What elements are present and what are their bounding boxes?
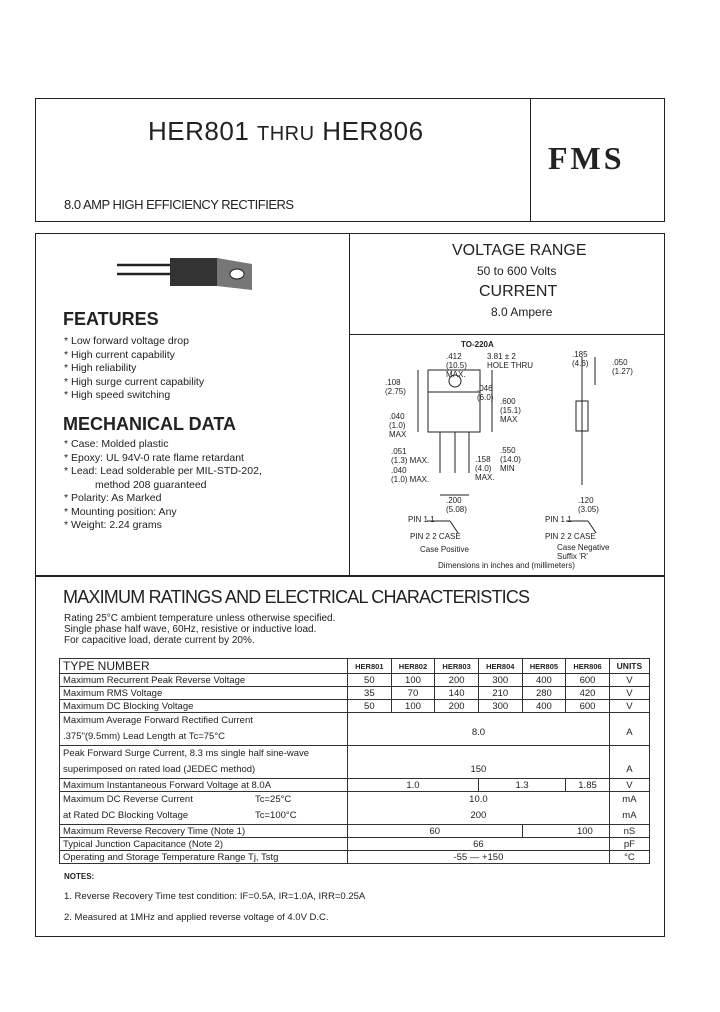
table-row	[60, 746, 650, 779]
value-cell: 200	[435, 674, 479, 687]
table-row	[60, 659, 650, 674]
ratings-intro	[64, 613, 335, 646]
param-line: Peak Forward Surge Current, 8.3 ms single half sine-wave	[63, 748, 310, 759]
table-row	[60, 792, 650, 825]
mechanical-list	[64, 438, 262, 533]
list-item: * Lead: Lead solderable per MIL-STD-202,	[64, 465, 262, 477]
current-title: CURRENT	[479, 283, 558, 300]
table-row	[60, 700, 650, 713]
ratings-title: MAXIMUM RATINGS AND ELECTRICAL CHARACTERISTICS	[63, 587, 530, 607]
unit-line: mA	[622, 794, 637, 805]
unit-cell: nS	[609, 825, 649, 838]
notes-title: NOTES:	[64, 872, 95, 881]
value-cell: 35	[348, 687, 392, 700]
col-header: HER802	[391, 659, 435, 674]
unit-cell: V	[609, 700, 649, 713]
page-title	[148, 116, 424, 147]
dim-label: .200 (5.08)	[446, 496, 467, 514]
range-divider	[349, 334, 665, 335]
param-cell: Maximum RMS Voltage	[60, 687, 348, 700]
value-cell: 210	[478, 687, 522, 700]
param-cell	[60, 746, 348, 779]
logo-fms: FMS	[548, 140, 625, 176]
pin2-label-r: PIN 2 2 CASE	[545, 532, 596, 541]
condition: Tc=25°C	[255, 794, 292, 805]
dim-label: .108 (2.75)	[385, 378, 406, 396]
thru-label: THRU	[257, 123, 315, 145]
param-line: Maximum DC Reverse Current	[63, 794, 193, 805]
list-item: * Mounting position: Any	[64, 505, 177, 518]
value-cell: 1.85	[566, 779, 610, 792]
intro-line: For capacitive load, derate current by 20%.	[64, 635, 255, 646]
table-row	[60, 713, 650, 746]
list-item: * High surge current capability	[64, 375, 205, 388]
type-number-header: TYPE NUMBER	[60, 659, 348, 674]
value-cell: 400	[522, 674, 566, 687]
mechanical-title: MECHANICAL DATA	[63, 414, 236, 434]
units-header: UNITS	[609, 659, 649, 674]
value-cell: 600	[566, 674, 610, 687]
param-line: .375"(9.5mm) Lead Length at Tc=75°C	[63, 731, 225, 742]
value-cell: 140	[435, 687, 479, 700]
value-cell: 60	[348, 825, 523, 838]
pin2: PIN 2	[410, 532, 431, 541]
pin2: PIN 2	[545, 532, 566, 541]
value-cell: 100	[391, 674, 435, 687]
dim-label: .600 (15.1) MAX	[500, 397, 521, 424]
list-item: * High speed switching	[64, 389, 171, 401]
dim-label: .412 (10.5) MAX.	[446, 352, 467, 379]
list-item: * High current capability	[64, 348, 175, 361]
col-header: HER803	[435, 659, 479, 674]
value-cell	[348, 792, 610, 825]
unit-cell: V	[609, 779, 649, 792]
value-cell: 420	[566, 687, 610, 700]
pin1: PIN 1	[408, 515, 429, 524]
case-negative: Case Negative Suffix 'R'	[557, 543, 610, 561]
col-header: HER805	[522, 659, 566, 674]
table-row	[60, 779, 650, 792]
pin2-label: PIN 2 2 CASE	[410, 532, 461, 541]
value-cell: 300	[478, 674, 522, 687]
param-line: superimposed on rated load (JEDEC method)	[63, 764, 256, 775]
table-row	[60, 838, 650, 851]
table-row	[60, 674, 650, 687]
part-to: HER806	[322, 116, 424, 146]
list-item: * Epoxy: UL 94V-0 rate flame retardant	[64, 451, 244, 464]
list-item: * Weight: 2.24 grams	[64, 519, 162, 531]
list-item: * High reliability	[64, 362, 137, 374]
table-row	[60, 851, 650, 864]
value-cell: -55 — +150	[348, 851, 610, 864]
intro-line: Rating 25°C ambient temperature unless otherwise specified.	[64, 613, 336, 624]
case-label: CASE	[573, 532, 596, 541]
dim-label: .046 (6.0)	[477, 384, 494, 402]
dim-label: .051 (1.3) MAX.	[391, 447, 430, 465]
unit-cell	[609, 792, 649, 825]
info-divider	[349, 233, 350, 576]
case-label: CASE	[438, 532, 461, 541]
unit-line: mA	[622, 810, 637, 821]
list-item: * Polarity: As Marked	[64, 492, 162, 504]
param-cell: Maximum Reverse Recovery Time (Note 1)	[60, 825, 348, 838]
unit-cell: pF	[609, 838, 649, 851]
col-header: HER801	[348, 659, 392, 674]
current-value: 8.0 Ampere	[491, 305, 553, 319]
ratings-table	[59, 658, 650, 864]
intro-line: Single phase half wave, 60Hz, resistive or inductive load.	[64, 624, 317, 635]
value-cell: 150	[348, 746, 610, 779]
value-cell: 200	[435, 700, 479, 713]
dimensions-caption: Dimensions in inches and (millimeters)	[438, 561, 575, 570]
dim-label: 3.81 ± 2 HOLE THRU	[487, 352, 534, 370]
dim-label: .550 (14.0) MIN	[500, 446, 521, 473]
unit-cell: V	[609, 674, 649, 687]
unit-cell: V	[609, 687, 649, 700]
value-cell: 50	[348, 674, 392, 687]
dim-label: .040 (1.0) MAX	[389, 412, 407, 439]
pin1-label-r: PIN 1 1	[545, 515, 572, 524]
param-line: Maximum Average Forward Rectified Current	[63, 715, 253, 726]
value-cell: 400	[522, 700, 566, 713]
value-line: 200	[470, 810, 487, 821]
value-cell: 100	[391, 700, 435, 713]
param-cell: Typical Junction Capacitance (Note 2)	[60, 838, 348, 851]
condition: Tc=100°C	[255, 810, 297, 821]
list-item: * Case: Molded plastic	[64, 438, 169, 450]
dim-label: .158 (4.0) MAX.	[475, 455, 495, 482]
voltage-range-title: VOLTAGE RANGE	[452, 242, 587, 259]
param-line: at Rated DC Blocking Voltage	[63, 810, 189, 821]
col-header: HER804	[478, 659, 522, 674]
value-cell: 50	[348, 700, 392, 713]
note-2: 2. Measured at 1MHz and applied reverse voltage of 4.0V D.C.	[64, 912, 329, 923]
value-cell: 66	[348, 838, 610, 851]
param-cell: Maximum Recurrent Peak Reverse Voltage	[60, 674, 348, 687]
package-name: TO-220A	[461, 340, 494, 349]
list-item: method 208 guaranteed	[95, 478, 207, 491]
list-item: * Low forward voltage drop	[64, 335, 189, 347]
param-cell: Operating and Storage Temperature Range Tj, Tstg	[60, 851, 348, 864]
dim-label: .040 (1.0) MAX.	[391, 466, 430, 484]
param-cell: Maximum DC Blocking Voltage	[60, 700, 348, 713]
unit-cell: A	[609, 746, 649, 779]
unit-cell: °C	[609, 851, 649, 864]
dim-label: .120 (3.05)	[578, 496, 599, 514]
part-from: HER801	[148, 116, 250, 146]
pin1: PIN 1	[545, 515, 566, 524]
param-cell	[60, 713, 348, 746]
features-list	[64, 335, 204, 403]
col-header: HER806	[566, 659, 610, 674]
value-cell: 600	[566, 700, 610, 713]
package-image	[112, 252, 262, 297]
value-cell: 1.3	[478, 779, 565, 792]
value-cell: 100	[522, 825, 609, 838]
subtitle: 8.0 AMP HIGH EFFICIENCY RECTIFIERS	[64, 197, 294, 212]
value-line: 10.0	[469, 794, 488, 805]
voltage-range-value: 50 to 600 Volts	[477, 264, 557, 278]
table-row	[60, 687, 650, 700]
dim-label: .050 (1.27)	[612, 358, 633, 376]
value-cell: 300	[478, 700, 522, 713]
param-cell	[60, 792, 348, 825]
features-title: FEATURES	[63, 309, 159, 329]
value-cell: 8.0	[348, 713, 610, 746]
note-1: 1. Reverse Recovery Time test condition: IF=0.5A, IR=1.0A, IRR=0.25A	[64, 891, 366, 902]
table-row	[60, 825, 650, 838]
value-cell: 70	[391, 687, 435, 700]
pin1-label: PIN 1 1	[408, 515, 435, 524]
value-cell: 280	[522, 687, 566, 700]
dim-label: .185 (4.6)	[572, 350, 589, 368]
param-cell: Maximum Instantaneous Forward Voltage at 8.0A	[60, 779, 348, 792]
value-cell: 1.0	[348, 779, 479, 792]
case-positive: Case Positive	[420, 545, 469, 554]
unit-cell: A	[609, 713, 649, 746]
